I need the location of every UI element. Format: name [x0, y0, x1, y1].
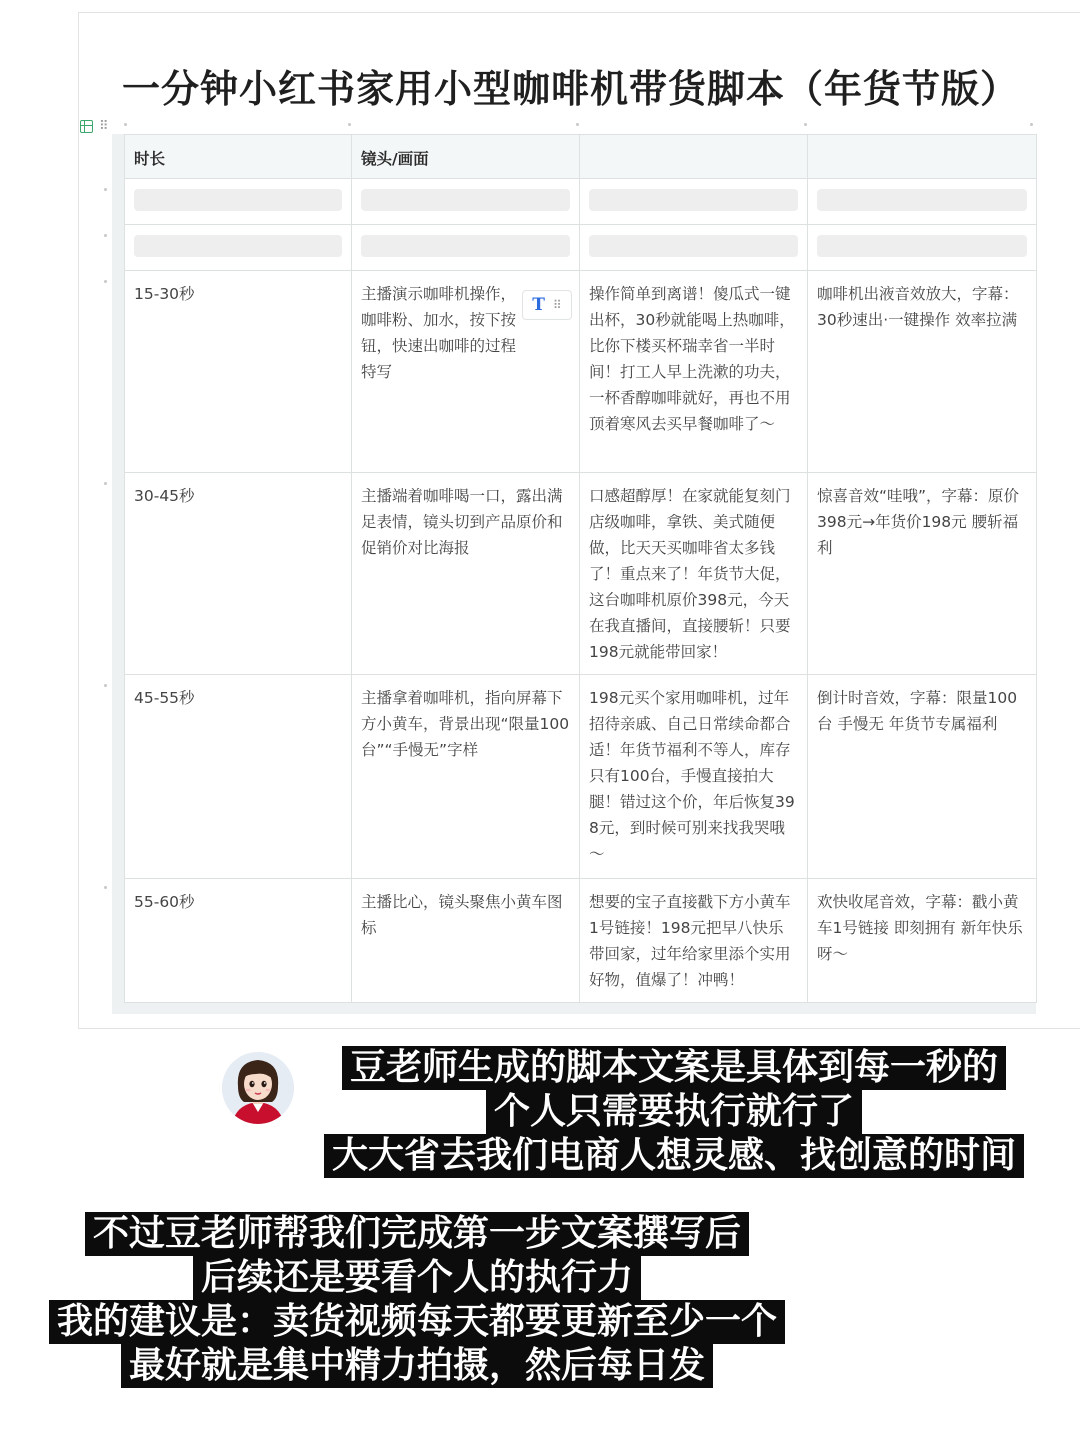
loading-placeholder	[361, 189, 570, 211]
cell-shot[interactable]: 主播端着咖啡喝一口，露出满足表情，镜头切到产品原价和促销价对比海报	[352, 473, 580, 675]
cell-script[interactable]: 198元买个家用咖啡机，过年招待亲戚、自己日常续命都合适！年货节福利不等人，库存只有100台，手慢直接拍大腿！错过这个价，年后恢复398元，到时候可别来找我哭哦～	[580, 675, 808, 879]
cell-script[interactable]: 想要的宝子直接戳下方小黄车1号链接！198元把早八快乐带回家，过年给家里添个实用好物，值爆了！冲鸭！	[580, 879, 808, 1003]
table-row-loading	[125, 179, 1037, 225]
header-duration[interactable]: 时长	[125, 135, 352, 179]
cell-effects[interactable]: 咖啡机出液音效放大，字幕：30秒速出·一键操作 效率拉满	[808, 271, 1037, 473]
cell-duration[interactable]: 15-30秒	[125, 271, 352, 473]
table-cell[interactable]	[808, 225, 1037, 271]
header-effects[interactable]	[808, 135, 1037, 179]
caption-line: 不过豆老师帮我们完成第一步文案撰写后	[85, 1212, 749, 1256]
script-table-container	[112, 134, 1036, 1014]
cell-shot[interactable]: 主播拿着咖啡机，指向屏幕下方小黄车，背景出现“限量100台”“手慢无”字样	[352, 675, 580, 879]
cell-duration[interactable]: 55-60秒	[125, 879, 352, 1003]
header-script[interactable]	[580, 135, 808, 179]
cell-shot-text: 主播演示咖啡机操作，咖啡粉、加水，按下按钮，快速出咖啡的过程特写	[361, 285, 517, 381]
caption-group-1	[316, 1046, 1032, 1178]
table-cell[interactable]	[352, 225, 580, 271]
table-row	[125, 879, 1037, 1003]
table-header-row	[125, 135, 1037, 179]
table-cell[interactable]	[125, 225, 352, 271]
table-handle[interactable]	[80, 116, 118, 136]
table-cell[interactable]	[352, 179, 580, 225]
loading-placeholder	[589, 189, 798, 211]
cell-effects[interactable]: 倒计时音效，字幕：限量100台 手慢无 年货节专属福利	[808, 675, 1037, 879]
drag-handle-icon[interactable]: ⠿	[99, 118, 109, 134]
loading-placeholder	[817, 235, 1027, 257]
cell-shot[interactable]: 主播比心，镜头聚焦小黄车图标	[352, 879, 580, 1003]
cell-script[interactable]: 操作简单到离谱！傻瓜式一键出杯，30秒就能喝上热咖啡，比你下楼买杯瑞幸省一半时间！打工人早上洗漱的功夫，一杯香醇咖啡就好，再也不用顶着寒风去买早餐咖啡了～	[580, 271, 808, 473]
column-resize-dots	[124, 122, 1034, 128]
text-format-icon[interactable]: T	[532, 295, 545, 315]
table-row	[125, 473, 1037, 675]
loading-placeholder	[589, 235, 798, 257]
cell-format-toolbar[interactable]	[522, 290, 572, 320]
table-row	[125, 271, 1037, 473]
cell-effects[interactable]: 惊喜音效“哇哦”，字幕：原价398元→年货价198元 腰斩福利	[808, 473, 1037, 675]
caption-line: 最好就是集中精力拍摄，然后每日发	[121, 1344, 713, 1388]
script-table	[124, 134, 1037, 1003]
row-dot	[104, 886, 107, 889]
avatar	[222, 1052, 294, 1124]
table-cell[interactable]	[580, 225, 808, 271]
table-cell[interactable]	[580, 179, 808, 225]
cell-duration[interactable]: 45-55秒	[125, 675, 352, 879]
row-dot	[104, 482, 107, 485]
header-shot[interactable]: 镜头/画面	[352, 135, 580, 179]
cell-script[interactable]: 口感超醇厚！在家就能复刻门店级咖啡，拿铁、美式随便做，比天天买咖啡省太多钱了！重点来了！年货节大促，这台咖啡机原价398元，今天在我直播间，直接腰斩！只要198元就能带回家！	[580, 473, 808, 675]
table-grid-icon[interactable]	[80, 120, 93, 133]
loading-placeholder	[817, 189, 1027, 211]
cell-effects[interactable]: 欢快收尾音效，字幕：戳小黄车1号链接 即刻拥有 新年快乐呀～	[808, 879, 1037, 1003]
caption-group-2	[38, 1212, 796, 1388]
row-dot	[104, 280, 107, 283]
caption-line: 豆老师生成的脚本文案是具体到每一秒的	[342, 1046, 1006, 1090]
avatar-illustration	[222, 1052, 294, 1124]
page-title: 一分钟小红书家用小型咖啡机带货脚本（年货节版）	[122, 67, 1020, 111]
row-dot	[104, 234, 107, 237]
table-row-loading	[125, 225, 1037, 271]
loading-placeholder	[134, 189, 342, 211]
table-cell[interactable]	[125, 179, 352, 225]
caption-line: 个人只需要执行就行了	[486, 1090, 862, 1134]
loading-placeholder	[134, 235, 342, 257]
row-dot	[104, 188, 107, 191]
loading-placeholder	[361, 235, 570, 257]
row-dot	[104, 684, 107, 687]
caption-line: 后续还是要看个人的执行力	[193, 1256, 641, 1300]
cell-duration[interactable]: 30-45秒	[125, 473, 352, 675]
drag-handle-icon[interactable]: ⠿	[552, 298, 562, 312]
caption-line: 大大省去我们电商人想灵感、找创意的时间	[324, 1134, 1024, 1178]
caption-line: 我的建议是：卖货视频每天都要更新至少一个	[49, 1300, 785, 1344]
table-cell[interactable]	[808, 179, 1037, 225]
table-row	[125, 675, 1037, 879]
